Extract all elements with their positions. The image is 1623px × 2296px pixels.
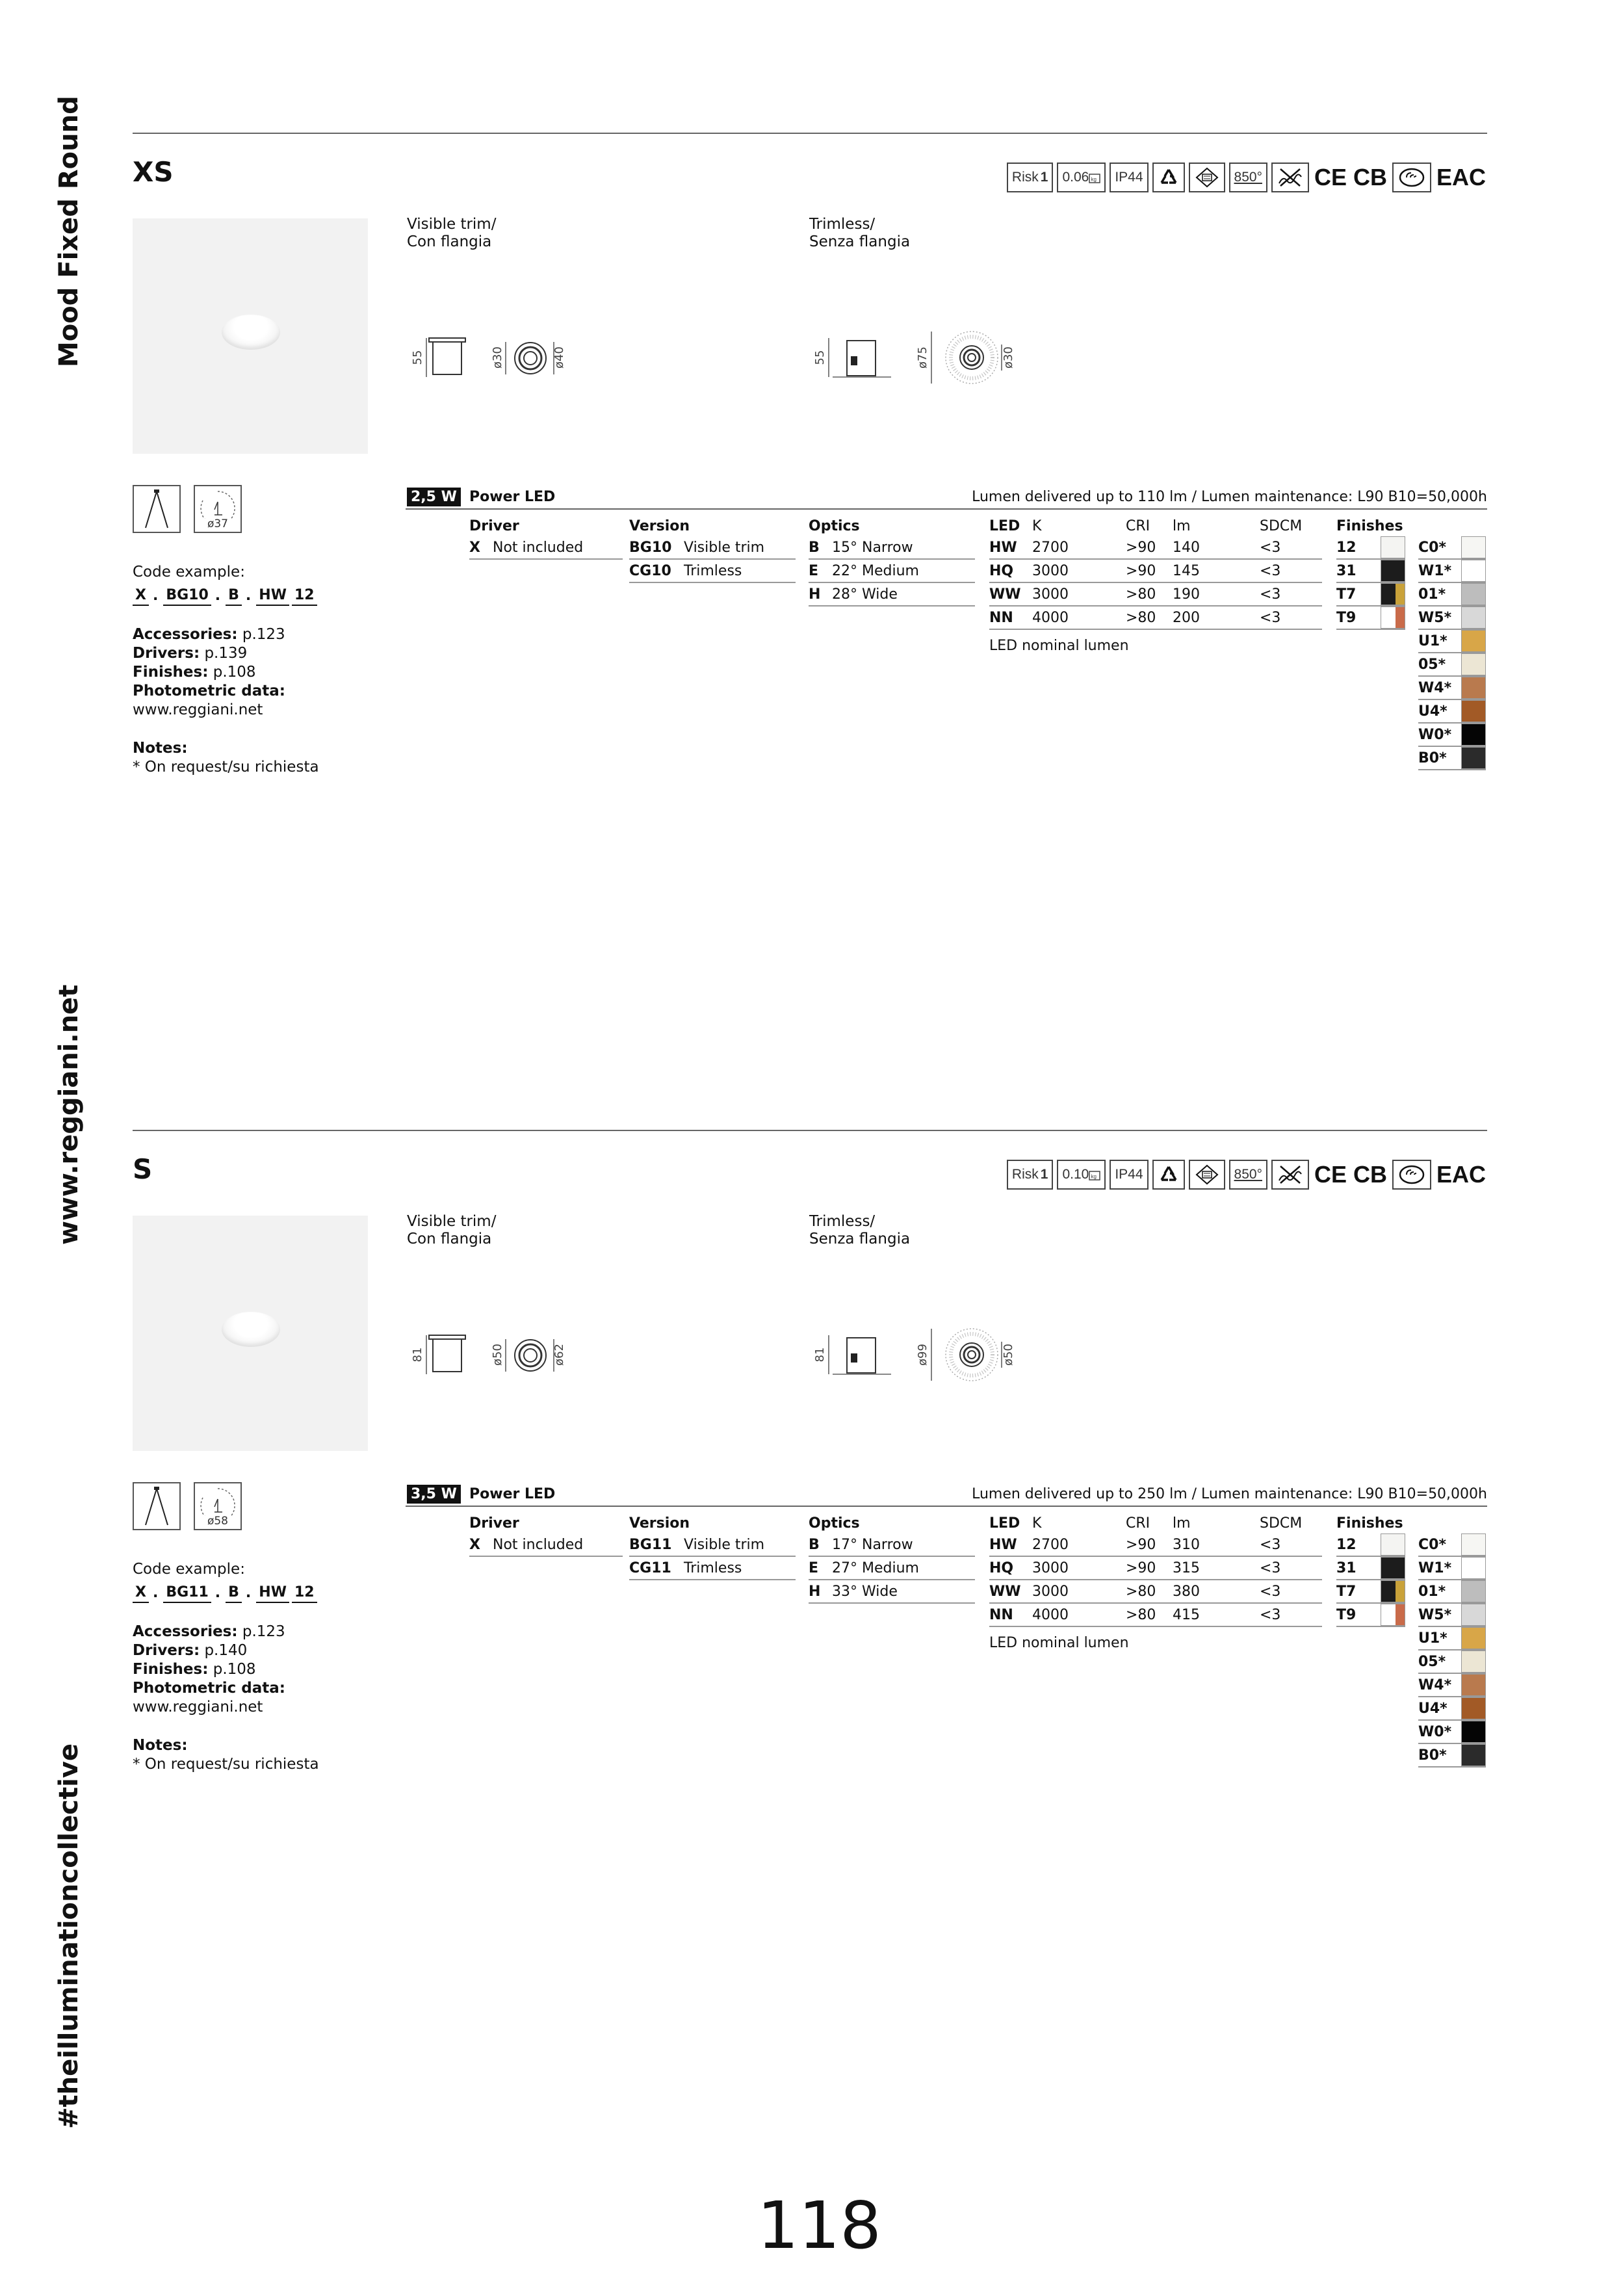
product-section-xs [0, 0, 1623, 776]
downlight-image [222, 1312, 280, 1347]
option-code: H [809, 586, 821, 603]
led-note: LED nominal lumen [989, 1635, 1129, 1651]
finish-option [1418, 630, 1486, 653]
option-row [809, 536, 975, 560]
finish-swatch [1461, 653, 1486, 675]
led-cell: 380 [1173, 1584, 1200, 1600]
led-cell: HW [989, 540, 1017, 556]
finish-code: 31 [1336, 1560, 1357, 1576]
finish-code: C0* [1418, 1537, 1446, 1553]
finish-swatch [1461, 630, 1486, 652]
option-row [469, 536, 623, 560]
finish-code: W0* [1418, 727, 1452, 743]
driver-icon [1194, 1164, 1220, 1186]
finishes-on-request-column [1418, 536, 1486, 770]
finish-option [1418, 1627, 1486, 1650]
finish-code: U1* [1418, 633, 1448, 649]
finish-code: W5* [1418, 610, 1452, 626]
led-cell: HQ [989, 1560, 1014, 1576]
finish-option [1418, 583, 1486, 607]
finish-swatch [1461, 1744, 1486, 1766]
insulation-badge [1271, 163, 1309, 192]
finish-swatch [1461, 1627, 1486, 1649]
option-code: E [809, 563, 819, 579]
finish-option [1418, 1721, 1486, 1744]
finish-option [1418, 700, 1486, 724]
product-photo [133, 1216, 368, 1451]
finish-swatch [1381, 583, 1405, 605]
led-cell: >80 [1126, 586, 1156, 603]
recycle-badge [1152, 163, 1185, 192]
finish-code: W0* [1418, 1724, 1452, 1740]
option-code: BG11 [629, 1537, 672, 1553]
finishes-header: Finishes [1336, 1515, 1403, 1532]
led-note: LED nominal lumen [989, 638, 1129, 654]
ip-badge: IP44 [1110, 1160, 1148, 1190]
svg-text:ø50: ø50 [1002, 1344, 1015, 1366]
ce-mark: CE [1314, 164, 1347, 190]
photometric-ref: Photometric data: www.reggiani.net [133, 1680, 285, 1715]
finish-code: W4* [1418, 680, 1452, 696]
option-row [809, 1580, 975, 1604]
svg-text:ø62: ø62 [552, 1344, 566, 1366]
weight-badge: 0.06 kg [1057, 163, 1106, 192]
led-cell: 4000 [1032, 610, 1069, 626]
no-insulation-icon [1277, 1164, 1304, 1186]
led-cell: NN [989, 610, 1013, 626]
finish-swatch [1381, 1580, 1405, 1602]
driver-column [469, 517, 623, 560]
led-cell: 3000 [1032, 1560, 1069, 1576]
finish-option [1418, 1580, 1486, 1604]
led-cell: >80 [1126, 1584, 1156, 1600]
driver-badge [1189, 163, 1225, 192]
page-number: 118 [757, 2187, 881, 2263]
optics-header: Optics [809, 1515, 860, 1532]
recycle-badge [1152, 1160, 1185, 1190]
option-code: X [469, 540, 480, 556]
driver-header: Driver [469, 1515, 519, 1532]
finish-swatch [1461, 1533, 1486, 1556]
recycle-icon [1158, 166, 1180, 189]
option-row [809, 1557, 975, 1580]
finish-code: 12 [1336, 540, 1357, 556]
finish-swatch [1461, 1697, 1486, 1719]
led-cell: >80 [1126, 610, 1156, 626]
finish-code: W1* [1418, 563, 1452, 579]
power-divider [406, 1506, 1487, 1507]
trimless-drawing [809, 319, 1043, 403]
option-label: Visible trim [684, 1537, 765, 1553]
option-code: B [809, 540, 820, 556]
led-cell: NN [989, 1607, 1013, 1623]
trimless-label: Trimless/ Senza flangia [809, 1213, 911, 1247]
risk-badge: Risk 1 [1007, 1160, 1054, 1190]
enec-icon [1397, 1164, 1426, 1186]
ce-mark: CE [1314, 1161, 1347, 1188]
led-cell: >80 [1126, 1607, 1156, 1623]
finish-swatch [1461, 1650, 1486, 1673]
option-label: Not included [493, 1537, 584, 1553]
option-label: 17° Narrow [832, 1537, 913, 1553]
cb-mark: CB [1353, 164, 1387, 190]
enec-icon [1397, 166, 1426, 189]
optics-column [809, 1514, 975, 1604]
led-cell: <3 [1260, 586, 1281, 603]
finish-code: 01* [1418, 1584, 1446, 1600]
power-title: Power LED [469, 1486, 556, 1502]
svg-text:ø75: ø75 [916, 346, 929, 369]
lumen-note: Lumen delivered up to 250 lm / Lumen maintenance: L90 B10=50,000h [972, 1486, 1487, 1502]
finish-option [1418, 1744, 1486, 1768]
led-cell: 140 [1173, 540, 1200, 556]
recycle-icon [1158, 1164, 1180, 1186]
finish-code: U1* [1418, 1630, 1448, 1647]
option-label: Visible trim [684, 540, 765, 556]
finish-swatch [1461, 700, 1486, 722]
finish-code: T9 [1336, 610, 1357, 626]
visible-trim-label: Visible trim/ Con flangia [407, 216, 497, 250]
certification-badges [1007, 163, 1487, 192]
svg-text:81: 81 [411, 1347, 424, 1363]
finishes-ref: Finishes: p.108 [133, 664, 256, 681]
led-cell: 3000 [1032, 563, 1069, 579]
power-badge: 2,5 W [407, 488, 461, 506]
finish-option [1418, 1697, 1486, 1721]
finish-swatch [1461, 677, 1486, 699]
led-cell: <3 [1260, 540, 1281, 556]
trimless-drawing [809, 1316, 1043, 1400]
visible-trim-drawing [407, 319, 589, 403]
option-row [629, 1533, 796, 1557]
finish-code: 12 [1336, 1537, 1357, 1553]
svg-text:ø50: ø50 [491, 1344, 504, 1366]
driver-icon [1194, 166, 1220, 189]
power-divider [406, 508, 1487, 510]
enec-badge [1392, 163, 1431, 192]
finish-option [1336, 560, 1405, 583]
option-code: B [809, 1537, 820, 1553]
driver-header: Driver [469, 518, 519, 534]
driver-column [469, 1514, 623, 1557]
eac-mark: EAC [1436, 1161, 1486, 1188]
finish-option [1336, 583, 1405, 607]
finish-code: B0* [1418, 750, 1447, 766]
side-product-title: Mood Fixed Round [54, 96, 84, 367]
option-label: Trimless [684, 563, 742, 579]
finish-swatch [1381, 536, 1405, 558]
beam-angle-icon [133, 1482, 181, 1530]
notes: Notes: * On request/su richiesta [133, 1737, 319, 1773]
side-website: www.reggiani.net [54, 984, 84, 1245]
led-cell: HQ [989, 563, 1014, 579]
option-code: E [809, 1560, 819, 1576]
svg-text:kg: kg [1091, 176, 1097, 183]
led-cell: 190 [1173, 586, 1200, 603]
led-cell: >90 [1126, 1537, 1156, 1553]
version-header: Version [629, 518, 690, 534]
option-row [629, 1557, 796, 1580]
rotation-diameter: ø37 [207, 517, 229, 530]
insulation-badge [1271, 1160, 1309, 1190]
rotation-diameter: ø58 [207, 1515, 229, 1528]
finish-code: T7 [1336, 1584, 1357, 1600]
led-cell: 2700 [1032, 1537, 1069, 1553]
finish-swatch [1461, 747, 1486, 769]
product-section-s [0, 997, 1623, 1773]
finish-option [1418, 1650, 1486, 1674]
finishes-header: Finishes [1336, 518, 1403, 534]
option-code: CG11 [629, 1560, 671, 1576]
led-cell: HW [989, 1537, 1017, 1553]
led-cell: 310 [1173, 1537, 1200, 1553]
option-code: CG10 [629, 563, 671, 579]
no-insulation-icon [1277, 166, 1304, 189]
notes: Notes: * On request/su richiesta [133, 740, 319, 776]
finish-swatch [1461, 1674, 1486, 1696]
finishes-column [1336, 517, 1405, 630]
led-cell: <3 [1260, 1560, 1281, 1576]
option-row [809, 583, 975, 607]
led-cell: 4000 [1032, 1607, 1069, 1623]
finish-option [1418, 1674, 1486, 1697]
ip-badge: IP44 [1110, 163, 1148, 192]
led-cell: 145 [1173, 563, 1200, 579]
svg-text:55: 55 [411, 350, 424, 365]
option-label: Not included [493, 540, 584, 556]
finish-swatch [1461, 607, 1486, 629]
led-option [989, 1533, 1322, 1557]
option-label: 15° Narrow [832, 540, 913, 556]
led-option [989, 560, 1322, 583]
svg-text:ø30: ø30 [491, 346, 504, 369]
accessories-ref: Accessories: p.123 [133, 626, 285, 643]
lumen-note: Lumen delivered up to 110 lm / Lumen maintenance: L90 B10=50,000h [972, 489, 1487, 505]
finish-option [1418, 724, 1486, 747]
finish-option [1418, 653, 1486, 677]
info-column [133, 563, 393, 777]
finish-swatch [1381, 607, 1405, 629]
led-cell: 2700 [1032, 540, 1069, 556]
svg-text:55: 55 [813, 350, 827, 365]
option-code: X [469, 1537, 480, 1553]
led-cell: WW [989, 1584, 1021, 1600]
power-title: Power LED [469, 489, 556, 505]
finish-option [1336, 1604, 1405, 1627]
svg-text:ø40: ø40 [552, 346, 566, 369]
led-cell: <3 [1260, 1607, 1281, 1623]
code-example-label: Code example: [133, 564, 245, 581]
led-option [989, 536, 1322, 560]
option-row [809, 560, 975, 583]
led-cell: <3 [1260, 563, 1281, 579]
power-badge: 3,5 W [407, 1485, 461, 1504]
finishes-on-request-column [1418, 1533, 1486, 1768]
product-photo [133, 218, 368, 454]
led-option [989, 1604, 1322, 1627]
drivers-ref: Drivers: p.140 [133, 1642, 248, 1659]
option-label: 27° Medium [832, 1560, 919, 1576]
finish-option [1336, 1557, 1405, 1580]
certification-badges [1007, 1160, 1487, 1190]
led-option [989, 1580, 1322, 1604]
led-option [989, 607, 1322, 630]
finish-option [1336, 607, 1405, 630]
option-row [629, 560, 796, 583]
finish-option [1418, 677, 1486, 700]
finish-option [1418, 1533, 1486, 1557]
led-cell: <3 [1260, 1537, 1281, 1553]
finish-swatch [1461, 536, 1486, 558]
code-example-label: Code example: [133, 1561, 245, 1578]
finish-swatch [1381, 560, 1405, 582]
finish-option [1336, 1580, 1405, 1604]
led-cell: 315 [1173, 1560, 1200, 1576]
finish-code: W4* [1418, 1677, 1452, 1693]
finish-option [1418, 536, 1486, 560]
cb-mark: CB [1353, 1161, 1387, 1188]
optics-column [809, 517, 975, 607]
finish-option [1418, 607, 1486, 630]
info-column [133, 1560, 393, 1774]
led-cell: >90 [1126, 540, 1156, 556]
option-label: 33° Wide [832, 1584, 898, 1600]
led-cell: 415 [1173, 1607, 1200, 1623]
finish-swatch [1461, 724, 1486, 746]
finish-swatch [1461, 1721, 1486, 1743]
finish-option [1418, 560, 1486, 583]
finish-swatch [1461, 1604, 1486, 1626]
finish-swatch [1381, 1604, 1405, 1626]
temperature-badge: 850° [1229, 163, 1267, 192]
finish-code: W5* [1418, 1607, 1452, 1623]
option-row [629, 536, 796, 560]
option-code: BG10 [629, 540, 672, 556]
finish-swatch [1461, 1557, 1486, 1579]
finish-code: W1* [1418, 1560, 1452, 1576]
kg-icon [1089, 1169, 1100, 1181]
drivers-ref: Drivers: p.139 [133, 645, 248, 662]
weight-badge: 0.10 kg [1057, 1160, 1106, 1190]
led-cell: <3 [1260, 610, 1281, 626]
option-code: H [809, 1584, 821, 1600]
version-column [629, 1514, 796, 1580]
finish-swatch [1461, 560, 1486, 582]
optics-header: Optics [809, 518, 860, 534]
option-row [469, 1533, 623, 1557]
led-column [989, 517, 1322, 654]
downlight-image [222, 315, 280, 350]
finishes-column [1336, 1514, 1405, 1627]
option-label: 28° Wide [832, 586, 898, 603]
finish-code: C0* [1418, 540, 1446, 556]
side-hashtag: #theilluminationcollective [54, 1743, 84, 2129]
section-title: S [133, 1153, 153, 1185]
svg-text:kg: kg [1091, 1173, 1097, 1180]
finish-swatch [1461, 583, 1486, 605]
risk-badge: Risk 1 [1007, 163, 1054, 192]
photometric-ref: Photometric data: www.reggiani.net [133, 683, 285, 718]
led-cell: 200 [1173, 610, 1200, 626]
version-column [629, 517, 796, 583]
code-example: X . BG10 . B . HW 12 [133, 586, 393, 606]
version-header: Version [629, 1515, 690, 1532]
svg-text:ø30: ø30 [1002, 346, 1015, 369]
finish-code: U4* [1418, 703, 1448, 720]
finish-option [1336, 1533, 1405, 1557]
finish-code: 31 [1336, 563, 1357, 579]
finish-code: T7 [1336, 586, 1357, 603]
led-cell: >90 [1126, 563, 1156, 579]
led-option [989, 583, 1322, 607]
finishes-ref: Finishes: p.108 [133, 1661, 256, 1678]
kg-icon [1089, 172, 1100, 183]
finish-option [1336, 536, 1405, 560]
finish-option [1418, 1604, 1486, 1627]
finish-code: 01* [1418, 586, 1446, 603]
svg-text:ø99: ø99 [916, 1344, 929, 1366]
eac-mark: EAC [1436, 164, 1486, 190]
temperature-badge: 850° [1229, 1160, 1267, 1190]
visible-trim-label: Visible trim/ Con flangia [407, 1213, 497, 1247]
finish-swatch [1461, 1580, 1486, 1602]
led-cell: 3000 [1032, 1584, 1069, 1600]
finish-option [1418, 747, 1486, 770]
rotation-icon [194, 485, 242, 533]
svg-text:81: 81 [813, 1347, 827, 1363]
section-divider [133, 1130, 1487, 1131]
led-column [989, 1514, 1322, 1651]
rotation-icon [194, 1482, 242, 1530]
beam-angle-icon [133, 485, 181, 533]
led-cell: <3 [1260, 1584, 1281, 1600]
option-label: 22° Medium [832, 563, 919, 579]
finish-option [1418, 1557, 1486, 1580]
led-header: LED K CRI lm SDCM [989, 518, 1303, 534]
section-title: XS [133, 156, 174, 188]
trimless-label: Trimless/ Senza flangia [809, 216, 911, 250]
led-cell: >90 [1126, 1560, 1156, 1576]
led-cell: WW [989, 586, 1021, 603]
enec-badge [1392, 1160, 1431, 1190]
finish-swatch [1381, 1533, 1405, 1556]
finish-swatch [1381, 1557, 1405, 1579]
led-cell: 3000 [1032, 586, 1069, 603]
finish-code: B0* [1418, 1747, 1447, 1764]
section-divider [133, 133, 1487, 134]
option-row [809, 1533, 975, 1557]
visible-trim-drawing [407, 1316, 589, 1400]
finish-code: 05* [1418, 1654, 1446, 1670]
led-option [989, 1557, 1322, 1580]
finish-code: T9 [1336, 1607, 1357, 1623]
option-label: Trimless [684, 1560, 742, 1576]
finish-code: 05* [1418, 657, 1446, 673]
driver-badge [1189, 1160, 1225, 1190]
accessories-ref: Accessories: p.123 [133, 1623, 285, 1640]
led-header: LED K CRI lm SDCM [989, 1515, 1303, 1532]
finish-code: U4* [1418, 1701, 1448, 1717]
code-example: X . BG11 . B . HW 12 [133, 1583, 393, 1603]
